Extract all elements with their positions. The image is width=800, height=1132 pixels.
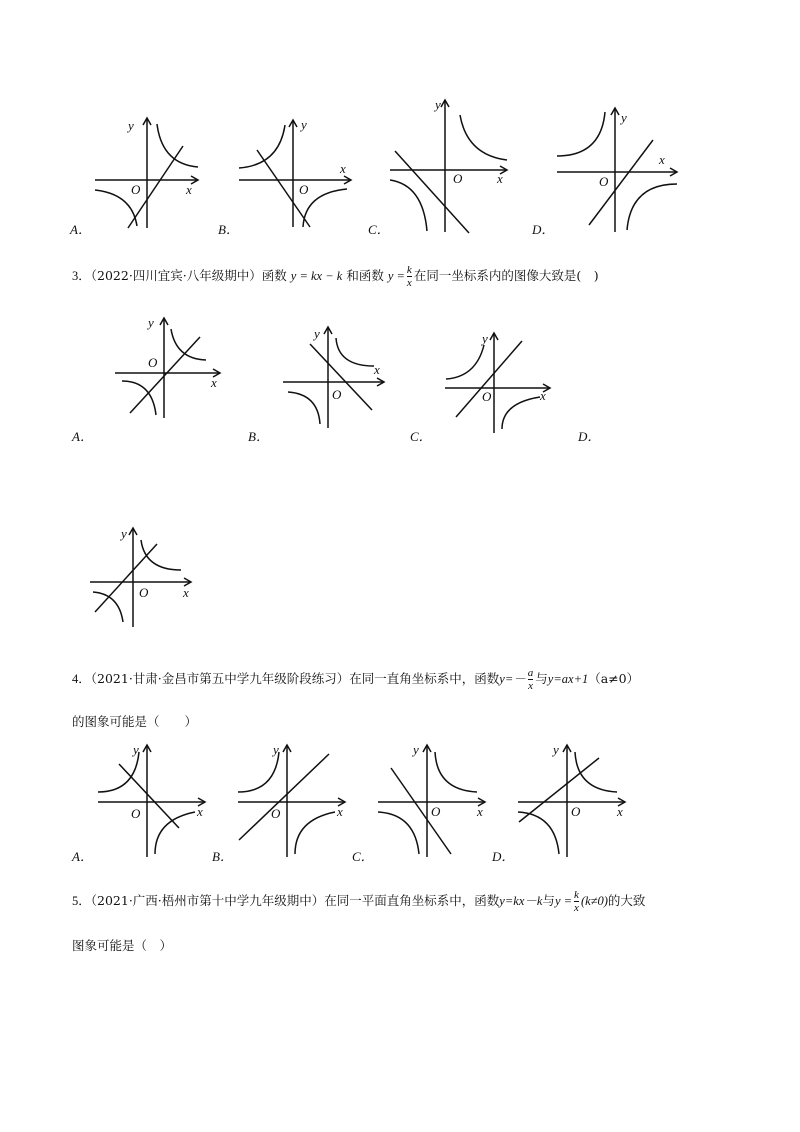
line-graph	[130, 337, 200, 413]
line-graph	[456, 341, 522, 417]
option-c-label: C．	[368, 222, 390, 237]
condition-text: (k≠0)	[580, 894, 608, 908]
connector-text: 与	[535, 671, 548, 686]
y-label: y	[133, 742, 139, 757]
fraction-denominator: x	[406, 277, 412, 289]
fraction-numerator: a	[527, 667, 534, 679]
question-source: （2021·广西·梧州市第十中学九年级期中）在同一平面直角坐标系中，函数	[90, 893, 500, 908]
fraction-denominator: x	[528, 680, 533, 692]
question-tail: 的大致	[607, 893, 646, 908]
graph-q2-c	[385, 95, 515, 235]
line-graph	[391, 768, 451, 854]
line-graph	[395, 151, 469, 233]
graph-q2-d	[553, 100, 688, 235]
hyperbola-branch-1	[336, 338, 374, 366]
origin-label: O	[148, 355, 158, 370]
y-label: y	[301, 117, 307, 132]
option-d-label: D．	[532, 222, 555, 237]
x-label: x	[197, 804, 203, 819]
question-5-text	[72, 889, 645, 914]
fraction-denominator: x	[574, 902, 579, 914]
y-label: y	[121, 526, 127, 541]
hyperbola-branch-1	[435, 752, 477, 792]
hyperbola-branch-1	[157, 124, 198, 167]
x-label: x	[211, 375, 217, 390]
hyperbola-branch-2	[155, 812, 195, 854]
line-graph	[95, 544, 157, 612]
line-graph	[519, 758, 599, 822]
x-label: x	[497, 171, 503, 186]
question-number: 3．	[72, 269, 91, 283]
hyperbola-branch-1	[557, 112, 605, 156]
function-inverse-lhs: y=－	[499, 672, 526, 686]
connector-text: 和函数	[346, 268, 384, 283]
option-a-label: A．	[72, 429, 93, 444]
hyperbola-branch-2	[390, 180, 427, 231]
function-linear: y=kx－k	[499, 894, 543, 908]
x-label: x	[617, 804, 623, 819]
question-4-text	[72, 667, 639, 692]
y-label: y	[482, 331, 488, 346]
question-tail: 在同一坐标系内的图像大致是( )	[413, 268, 599, 283]
function-inverse-lhs: y =	[554, 894, 573, 908]
option-b-label: B．	[212, 849, 233, 864]
origin-label: O	[299, 182, 309, 197]
origin-label: O	[599, 174, 609, 189]
question-4-line2: 的图象可能是（ ）	[72, 714, 198, 729]
x-label: x	[374, 362, 380, 377]
function-linear: y = kx − k	[290, 269, 343, 283]
graph-q4-b	[235, 740, 350, 860]
hyperbola-branch-2	[378, 812, 419, 854]
connector-text: 与	[542, 893, 555, 908]
graph-q2-a	[90, 110, 210, 230]
graph-q3-d	[85, 520, 200, 630]
line-graph	[119, 764, 179, 828]
x-label: x	[186, 182, 192, 197]
fraction-k-over-x	[407, 264, 412, 289]
x-label: x	[477, 804, 483, 819]
hyperbola-branch-1	[446, 345, 484, 379]
question-5-line2: 图象可能是（ ）	[72, 938, 173, 953]
origin-label: O	[139, 585, 149, 600]
fraction-a-over-x	[528, 667, 534, 692]
y-label: y	[435, 97, 441, 112]
hyperbola-branch-2	[93, 592, 123, 622]
line-graph	[239, 754, 329, 840]
graph-q4-d	[515, 740, 630, 860]
y-label: y	[148, 315, 154, 330]
x-label: x	[340, 161, 346, 176]
y-label: y	[273, 742, 279, 757]
question-source: （2022·四川宜宾·八年级期中）函数	[90, 268, 287, 283]
function-linear: y=ax+1	[547, 672, 589, 686]
x-label: x	[659, 152, 665, 167]
origin-label: O	[332, 387, 342, 402]
x-label: x	[337, 804, 343, 819]
hyperbola-branch-1	[460, 115, 507, 160]
question-source: （2021·甘肃·金昌市第五中学九年级阶段练习）在同一直角坐标系中，函数	[90, 671, 500, 686]
option-a-label: A．	[72, 849, 93, 864]
y-label: y	[128, 118, 134, 133]
question-number: 5．	[72, 894, 91, 908]
fraction-numerator: k	[406, 264, 412, 276]
hyperbola-branch-1	[238, 752, 279, 792]
hyperbola-branch-1	[171, 329, 206, 360]
y-label: y	[621, 110, 627, 125]
condition-text: （a≠0）	[588, 671, 640, 686]
graph-q3-c	[440, 325, 555, 435]
origin-label: O	[482, 389, 492, 404]
y-label: y	[413, 742, 419, 757]
option-c-label: C．	[352, 849, 374, 864]
graph-q3-a	[110, 315, 225, 420]
graph-q3-b	[280, 322, 390, 430]
y-label: y	[314, 326, 320, 341]
x-label: x	[540, 388, 546, 403]
x-label: x	[183, 585, 189, 600]
question-3-text	[72, 264, 599, 289]
hyperbola-branch-2	[122, 381, 156, 415]
hyperbola-branch-2	[288, 392, 320, 424]
option-c-label: C．	[410, 429, 432, 444]
origin-label: O	[131, 182, 141, 197]
graph-q4-c	[375, 740, 490, 860]
origin-label: O	[453, 171, 463, 186]
hyperbola-branch-2	[303, 189, 347, 227]
hyperbola-branch-2	[295, 812, 335, 854]
function-inverse-lhs: y =	[387, 269, 405, 283]
origin-label: O	[431, 804, 441, 819]
option-d-label: D．	[492, 849, 515, 864]
option-b-label: B．	[218, 222, 239, 237]
origin-label: O	[131, 806, 141, 821]
option-b-label: B．	[248, 429, 269, 444]
hyperbola-branch-2	[627, 184, 677, 230]
fraction-k-over-x	[574, 889, 579, 914]
fraction-numerator: k	[574, 889, 579, 901]
origin-label: O	[271, 806, 281, 821]
origin-label: O	[571, 804, 581, 819]
option-a-label: A．	[70, 222, 91, 237]
graph-q2-b	[235, 115, 365, 230]
hyperbola-branch-1	[239, 125, 285, 168]
question-number: 4．	[72, 672, 91, 686]
y-label: y	[553, 742, 559, 757]
hyperbola-branch-2	[502, 397, 540, 429]
option-d-label: D．	[578, 429, 601, 444]
hyperbola-branch-1	[98, 752, 139, 792]
graph-q4-a	[95, 740, 210, 860]
